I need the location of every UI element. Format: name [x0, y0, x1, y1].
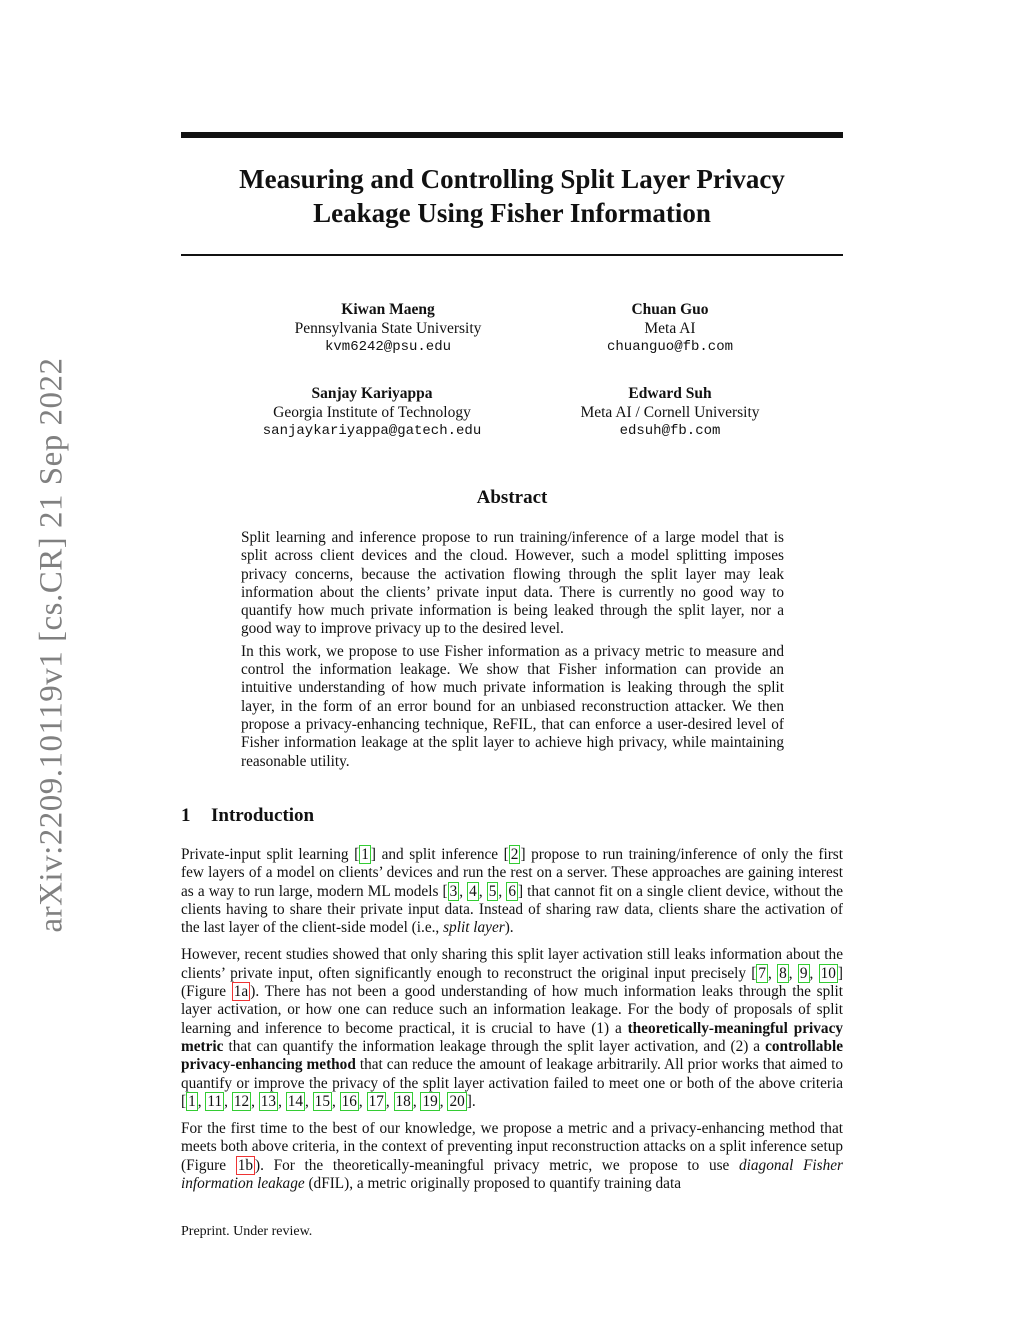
abstract-body — [241, 529, 784, 775]
citation-link[interactable]: 6 — [508, 882, 516, 900]
abstract-heading: Abstract — [476, 487, 548, 508]
text-run: For the first time to the best of our knowledge, we propose a metric and a privacy-enhancing method that meets both above criteria, in the context of preventing input reconstruction attacks on a split inference setup (Figure — [181, 1120, 843, 1174]
citation-link[interactable]: 12 — [233, 1092, 250, 1110]
text-run: ] propose to run training/inference of only the first few layers of a model on clients’ devices and run the rest on a server. These approaches are gaining interest as a way to run large, modern ML models [ — [181, 846, 843, 900]
section-heading — [181, 805, 314, 827]
abstract-paragraph: In this work, we propose to use Fisher information as a privacy metric to measure and control the information leakage. We show that Fisher information can provide an intuitive understanding of how much private information is leaking through the split layer, in the form of an error bound for an unbiased reconstruction attacker. We then propose a privacy-enhancing technique, ReFIL, that can enforce a user-desired level of Fisher information leakage at the split layer to achieve high privacy, while maintaining reasonable utility. — [241, 642, 784, 770]
citation-link[interactable]: 1 — [361, 846, 369, 863]
title-bottom-rule — [181, 254, 843, 256]
text-run: ]. — [466, 1092, 476, 1110]
text-run: ). — [504, 919, 514, 937]
text-run: (dFIL), a metric originally proposed to quantify training data — [304, 1175, 682, 1193]
text-run: ] (Figure — [181, 964, 843, 1001]
citation-link[interactable]: 10 — [820, 964, 836, 982]
text-run: Private-input split learning [ — [181, 846, 360, 863]
figure-link[interactable]: 1a — [233, 983, 249, 1001]
citation-link[interactable]: 5 — [488, 882, 497, 900]
emphasis-text: split layer — [443, 919, 505, 937]
citation-link[interactable]: 15 — [314, 1092, 330, 1110]
text-run: However, recent studies showed that only sharing this split layer activation still leaks information about the clients’ private input, often significantly enough to reconstruct the original input precisely [ — [181, 946, 843, 982]
emphasis-text: diagonal Fisher information leakage — [181, 1156, 844, 1193]
author-name: Sanjay Kariyappa — [311, 385, 433, 402]
author-affiliation: Georgia Institute of Technology — [273, 404, 471, 421]
text-run: ). There has not been a good understanding of how much information leaks through the split layer activation, or how one can reduce such an information leakage. For the body of proposals of split learning and inference to become practical, it is crucial to have (1) a — [181, 983, 843, 1037]
title-top-rule — [181, 132, 843, 138]
author-name: Chuan Guo — [631, 301, 709, 318]
figure-link[interactable]: 1b — [237, 1156, 253, 1174]
bold-text: controllable privacy-enhancing method — [181, 1037, 843, 1074]
section-title: Introduction — [211, 805, 315, 826]
citation-link[interactable]: 9 — [799, 964, 808, 982]
title-line-2: Leakage Using Fisher Information — [313, 198, 711, 228]
title-line-1: Measuring and Controlling Split Layer Privacy — [239, 164, 785, 194]
citation-link[interactable]: 18 — [395, 1092, 411, 1110]
text-run: that can reduce the amount of leakage arbitrarily. All prior works that aimed to quantify or improve the privacy of the split layer activation failed to meet one or both of the above criteria [ — [181, 1056, 843, 1110]
citation-link[interactable]: 13 — [260, 1092, 277, 1110]
author-email[interactable]: sanjaykariyappa@gatech.edu — [262, 423, 482, 439]
preprint-footer: Preprint. Under review. — [181, 1224, 313, 1239]
intro-paragraph: However, recent studies showed that only sharing this split layer activation still leaks information about the clients’ private input, often significantly enough to reconstruct the original input precisely [ 7 , 8 , 9 , 10 ] (Figure 1a ). There has not been a good understanding of how much information leaks through the split layer activation, or how one can reduce such an information leakage. For the body of proposals of split learning and inference to become practical, it is crucial to have (1) a theoretically-meaningful privacy metric that can quantify the information leakage through the split layer activation, and (2) a controllable privacy-enhancing method that can reduce the amount of leakage arbitrarily. All prior works that aimed to quantify or improve the privacy of the split layer activation failed to meet one or both of the above criteria [ 1 , 11 , 12 , 13 , 14 , 15 , 16 , 17 , 18 , 19 , 20 ]. — [181, 946, 844, 1110]
text-run: ). For the theoretically-meaningful privacy metric, we propose to use — [255, 1156, 740, 1174]
intro-paragraph: Private-input split learning [ 1 ] and split inference [ 2 ] propose to run training/inference of only the first few layers of a model on clients’ devices and run the rest on a server. These approaches are gaining interest as a way to run large, modern ML models [ 3 , 4 , 5 , 6 ] that cannot fit on a single client device, without the clients having to share their private input data. Instead of sharing raw data, clients share the activation of the last layer of the client-side model (i.e., split layer). — [181, 846, 844, 937]
arxiv-identifier: arXiv:2209.10119v1 [cs.CR] 21 Sep 2022 — [33, 357, 70, 933]
author-block — [238, 300, 538, 357]
citation-link[interactable]: 3 — [449, 882, 458, 900]
paper-title — [181, 162, 843, 230]
author-email[interactable]: kvm6242@psu.edu — [324, 339, 452, 355]
author-block — [520, 384, 820, 441]
text-run: ] and split inference [ — [370, 846, 509, 863]
citation-link[interactable]: 14 — [287, 1092, 304, 1110]
section-number: 1 — [181, 805, 191, 826]
citation-link[interactable]: 19 — [422, 1092, 438, 1110]
text-run: ] that cannot fit on a single client device, without the clients having to share their private input data. Instead of sharing raw data, clients share the activation of the last layer of the client-side model (i.e., — [181, 882, 844, 937]
author-affiliation: Meta AI / Cornell University — [580, 404, 760, 421]
intro-paragraph — [181, 1120, 843, 1193]
citation-link[interactable]: 1 — [188, 1092, 196, 1110]
abstract-paragraph: Split learning and inference propose to run training/inference of a large model that is split across client devices and the cloud. However, such a model splitting imposes privacy concerns, because the activation flowing through the split layer may leak information about the clients’ private input data. There is currently no good way to quantify how much private information is being leaked through the split layer, nor a good way to improve privacy up to the desired level. — [241, 529, 784, 638]
bold-text: theoretically-meaningful privacy metric — [181, 1019, 844, 1055]
text-run: that can quantify the information leakage through the split layer activation, and (2) a — [223, 1037, 766, 1055]
author-email[interactable]: chuanguo@fb.com — [606, 339, 734, 355]
citation-link[interactable]: 2 — [510, 846, 519, 863]
author-name: Kiwan Maeng — [341, 301, 435, 318]
introduction-body — [181, 846, 843, 1202]
author-affiliation: Meta AI — [644, 320, 696, 337]
author-block — [222, 384, 522, 441]
citation-link[interactable]: 11 — [207, 1092, 223, 1110]
citation-link[interactable]: 4 — [469, 882, 477, 900]
author-name: Edward Suh — [628, 385, 712, 402]
author-affiliation: Pennsylvania State University — [294, 320, 482, 337]
author-block — [520, 300, 820, 357]
citation-link[interactable]: 17 — [368, 1092, 384, 1110]
citation-link[interactable]: 8 — [779, 964, 787, 982]
citation-link[interactable]: 16 — [341, 1092, 357, 1110]
citation-link[interactable]: 20 — [449, 1092, 465, 1110]
author-email[interactable]: edsuh@fb.com — [619, 423, 721, 439]
citation-link[interactable]: 7 — [758, 964, 767, 982]
